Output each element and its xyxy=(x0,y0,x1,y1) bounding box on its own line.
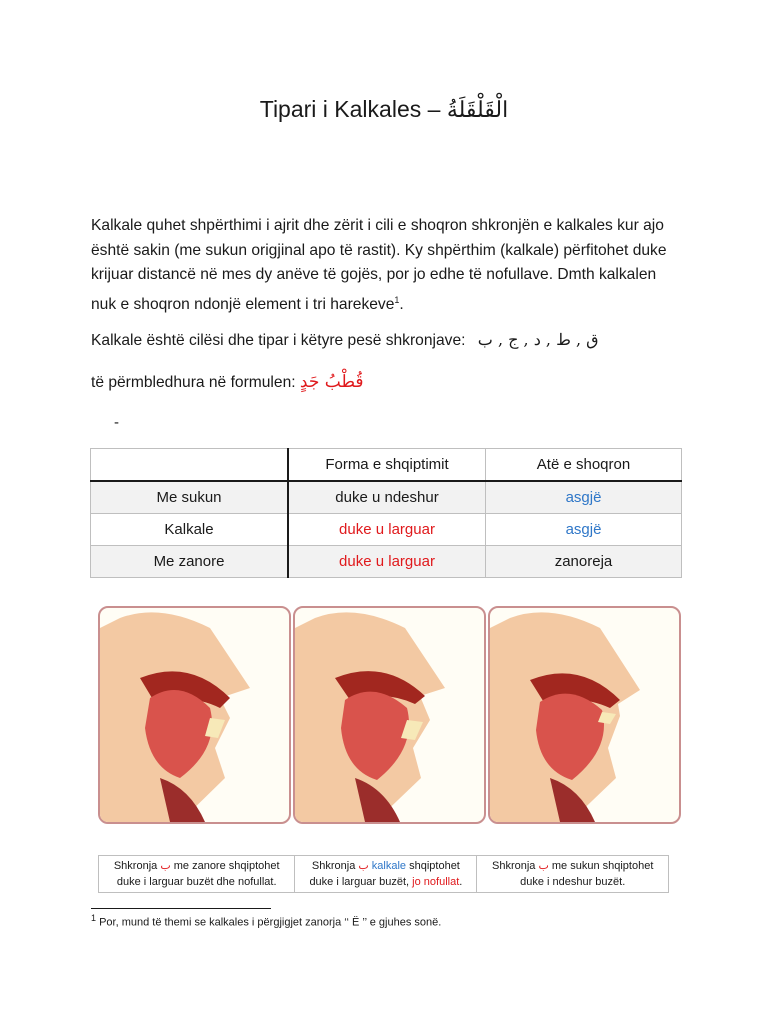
caption-text: Shkronja xyxy=(311,860,359,872)
kalkale-table xyxy=(90,448,682,578)
mouth-kalkale-illustration xyxy=(293,606,486,824)
arabic-letters: ق , ط , د , ج , ب xyxy=(477,330,599,349)
table-header xyxy=(91,449,289,482)
table-cell-label: Kalkale xyxy=(91,514,289,546)
arabic-formula: قُطْبُ جَدٍ xyxy=(299,372,364,392)
caption-vowel xyxy=(99,856,295,893)
page-title xyxy=(0,96,768,123)
caption-keyword: kalkale xyxy=(371,860,407,872)
mouth-vowel-illustration xyxy=(98,606,291,824)
footnote-separator xyxy=(91,908,271,909)
list-dash: - xyxy=(114,414,119,431)
paragraph-text: të përmbledhura në formulen: xyxy=(91,374,296,391)
paragraph-end: . xyxy=(399,295,404,313)
mouth-illustrations xyxy=(98,606,678,820)
caption-table xyxy=(98,855,669,893)
title-arabic: الْقَلْقَلَةُ xyxy=(446,98,509,123)
title-text: Tipari i Kalkales – xyxy=(259,96,447,122)
paragraph-text: Kalkale quhet shpërthimi i ajrit dhe zërit i cili e shoqron shkronjën e kalkales kur ajo është sakin (me sukun origjinal apo të rastit). Ky shpërthim (kalkale) përfitohet duke krijuar distancë në mes dy anëve të gojës, por jo edhe të nofullave. Dmth kalkalen nuk e shoqron ndonjë element i tri harekeve xyxy=(91,217,667,313)
table-cell-shoqron: asgjë xyxy=(486,514,682,546)
table-row xyxy=(91,481,682,514)
table-cell-shoqron: asgjë xyxy=(486,481,682,514)
table-cell-label: Me zanore xyxy=(91,546,289,578)
caption-letter: ب xyxy=(538,860,549,872)
caption-emphasis: jo nofullat xyxy=(412,876,460,888)
caption-text: . xyxy=(459,876,463,888)
paragraph-formula xyxy=(91,370,681,396)
table-cell-label: Me sukun xyxy=(91,481,289,514)
table-cell-forma: duke u larguar xyxy=(288,514,486,546)
caption-text: me sukun shqiptohet xyxy=(548,860,654,872)
caption-sukun xyxy=(477,856,669,893)
paragraph-text: Kalkale është cilësi dhe tipar i këtyre pesë shkronjave: xyxy=(91,332,466,349)
caption-text: me zanore shqiptohet xyxy=(170,860,280,872)
footnote-ref[interactable]: 1 xyxy=(394,294,400,305)
table-row xyxy=(91,546,682,578)
footnote xyxy=(91,913,441,929)
table-row xyxy=(91,514,682,546)
footnote-number: 1 xyxy=(91,913,97,923)
caption-text: duke i larguar buzët, xyxy=(309,876,413,888)
caption-text: shqiptohet xyxy=(406,860,460,872)
mouth-sukun-illustration xyxy=(488,606,681,824)
caption-text: Shkronja xyxy=(491,860,539,872)
caption-kalkale xyxy=(295,856,477,893)
caption-letter: ب xyxy=(358,860,369,872)
table-cell-forma: duke u larguar xyxy=(288,546,486,578)
table-cell-forma: duke u ndeshur xyxy=(288,481,486,514)
caption-text: Shkronja xyxy=(113,860,161,872)
caption-text: duke i larguar buzët dhe nofullat. xyxy=(116,876,277,888)
caption-text: duke i ndeshur buzët. xyxy=(520,876,626,888)
table-header-row xyxy=(91,449,682,482)
footnote-text: Por, mund të themi se kalkales i përgjigjet zanorja ‘‘ Ë ’’ e gjuhes sonë. xyxy=(96,916,442,929)
paragraph-definition xyxy=(91,214,681,317)
paragraph-letters xyxy=(91,328,681,354)
caption-letter: ب xyxy=(160,860,171,872)
table-header: Atë e shoqron xyxy=(486,449,682,482)
caption-row xyxy=(99,856,669,893)
table-cell-shoqron: zanoreja xyxy=(486,546,682,578)
table-header: Forma e shqiptimit xyxy=(288,449,486,482)
